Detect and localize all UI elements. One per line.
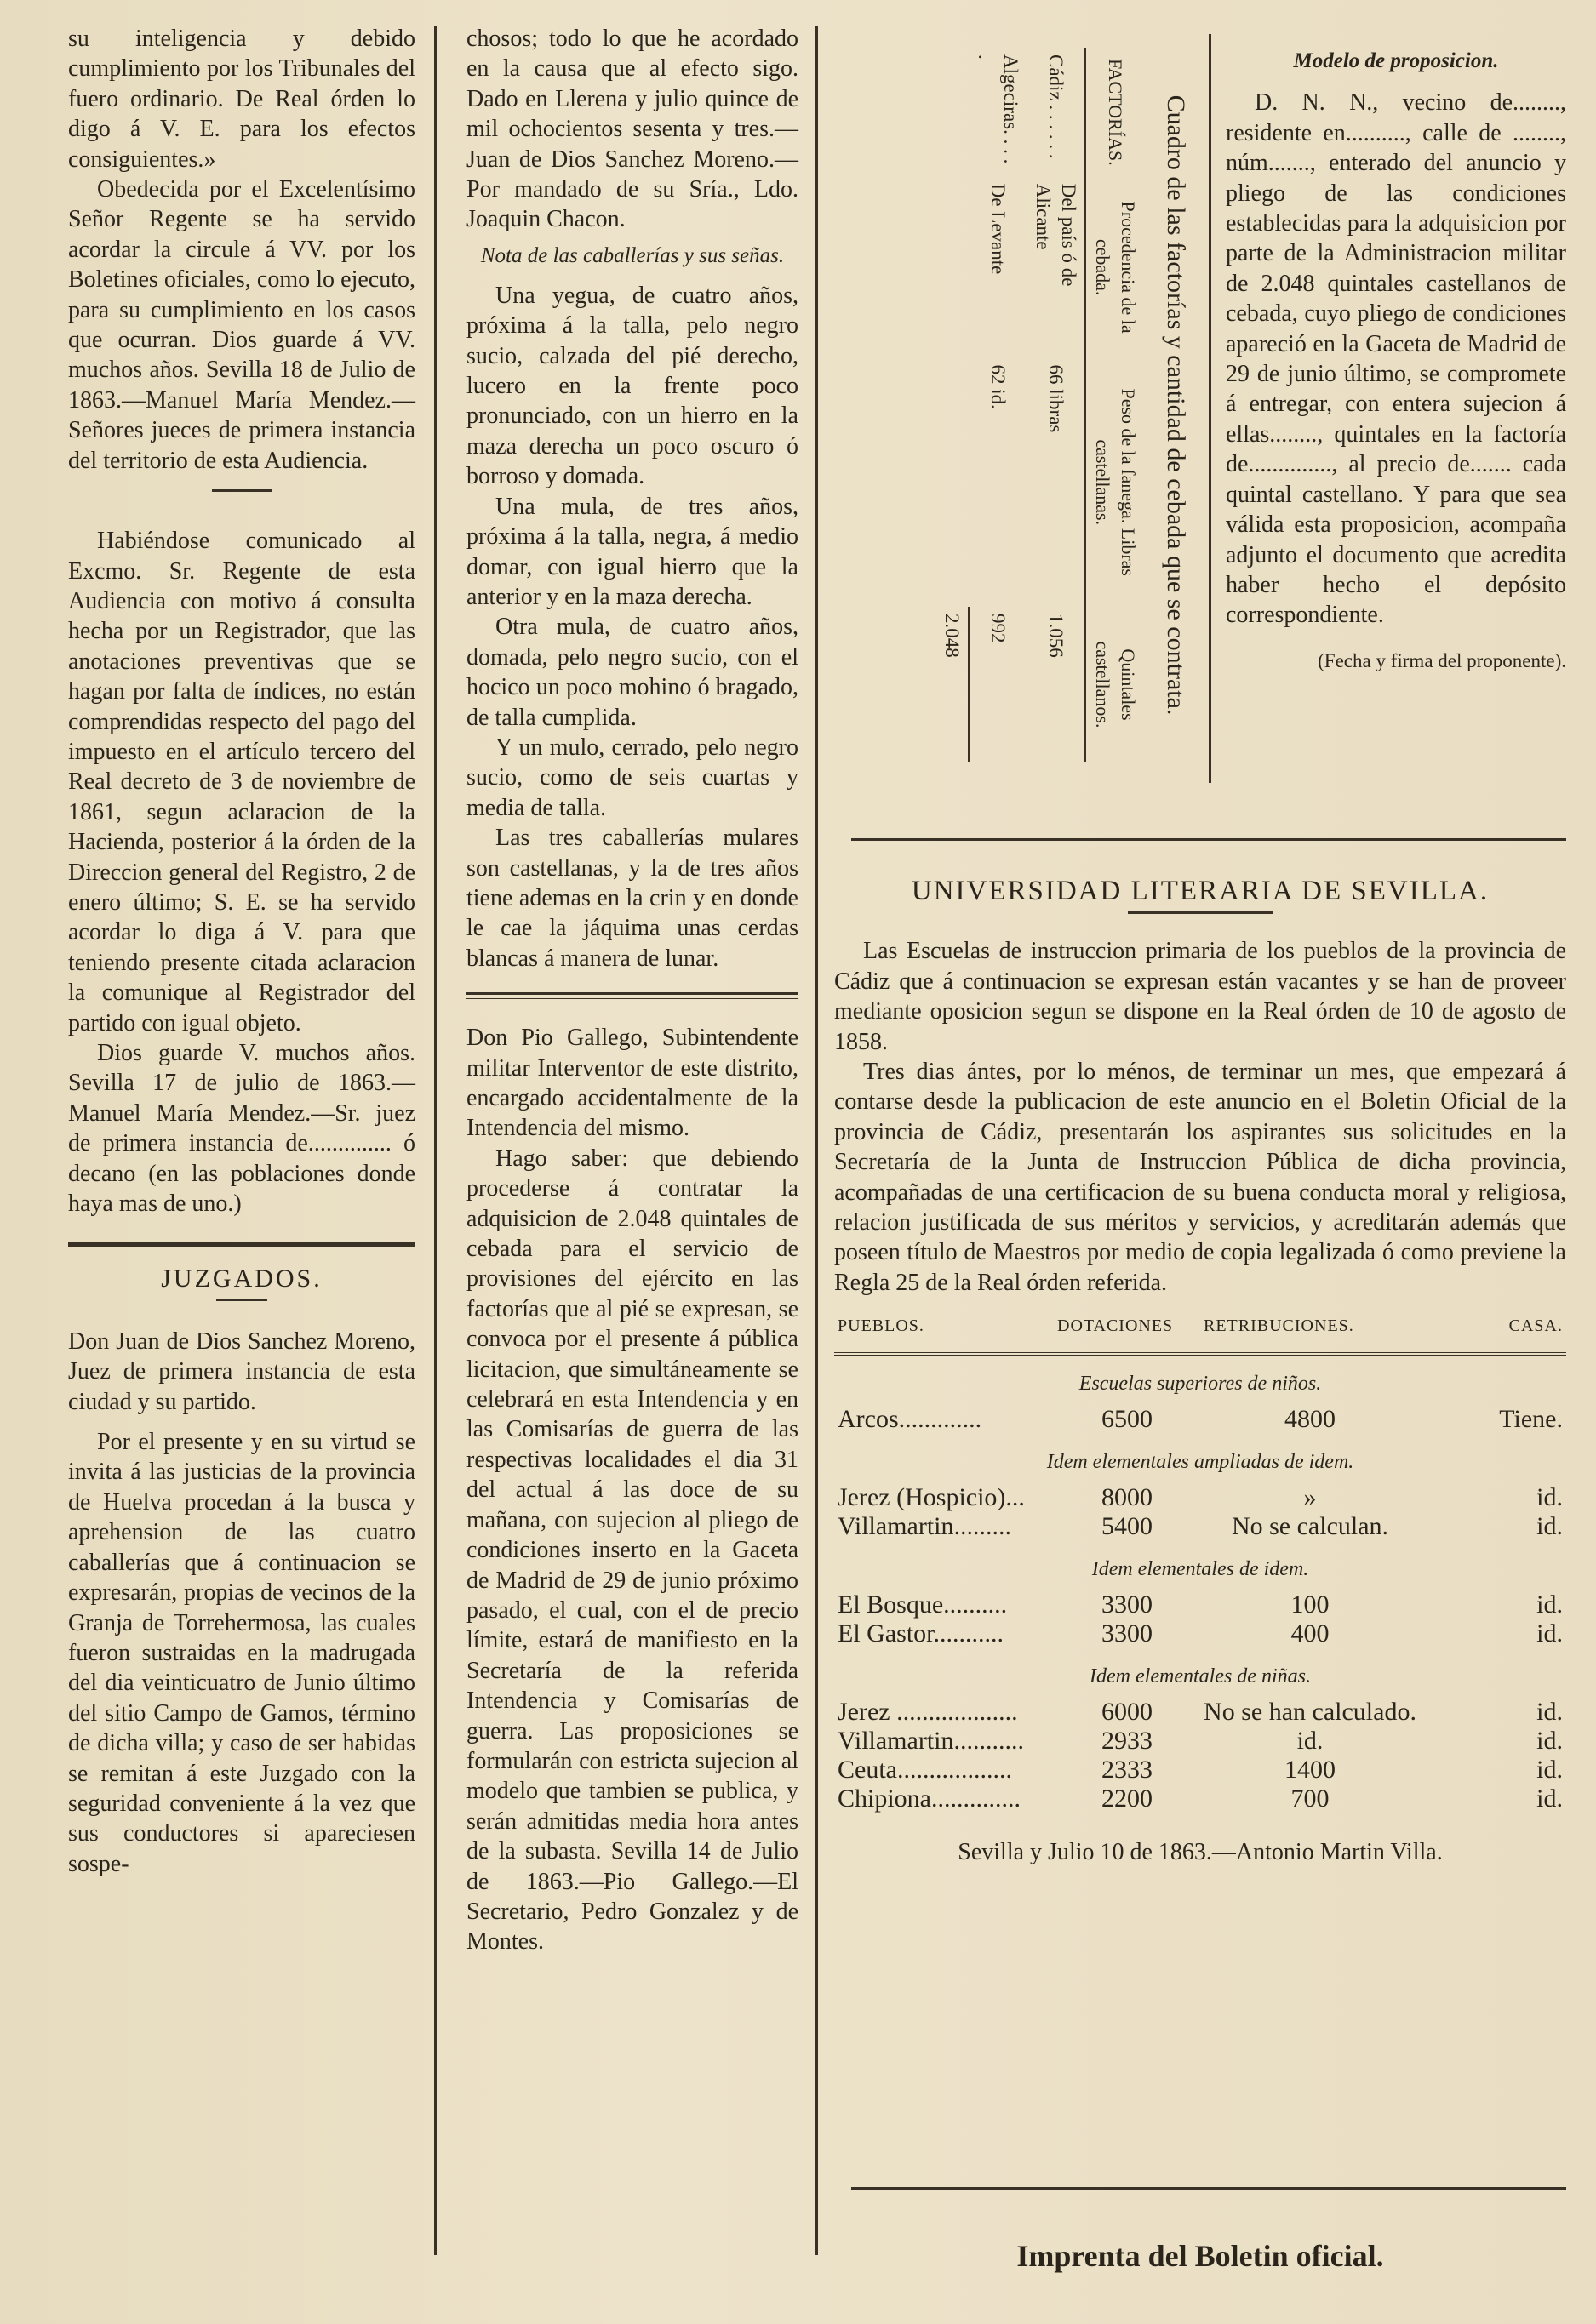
signature-note: (Fecha y firma del proponente). [1318, 649, 1566, 671]
table-cell: id. [1536, 1726, 1563, 1755]
table-cell: 3300 [1101, 1590, 1153, 1619]
table-cell: Cádiz . . . . . . [1045, 54, 1067, 159]
table-cell: Villamartin......... [838, 1511, 1011, 1540]
table-header: PUEBLOS. [834, 1306, 1054, 1353]
table-cell: id. [1536, 1784, 1563, 1813]
proposal-model [1226, 46, 1566, 676]
factorias-table-area [836, 31, 1195, 779]
table-cell: id. [1536, 1619, 1563, 1647]
table-cell: 2333 [1101, 1755, 1153, 1784]
table-row [834, 1619, 1566, 1648]
table-header: Quintales castellanos. [1085, 607, 1144, 762]
separator [216, 1299, 267, 1301]
table-cell: 3300 [1101, 1619, 1153, 1647]
table-cell: Ceuta.................. [838, 1755, 1012, 1784]
table-cell: 700 [1290, 1784, 1330, 1813]
separator [212, 489, 272, 492]
table-cell: 6500 [1101, 1404, 1153, 1433]
paragraph: D. N. N., vecino de........, residente en.........., calle de ........, núm......., enterado del anuncio y pliego de las condiciones establecidas para la adquisicion por parte de la Administracion militar de 2.048 quintales castellanos de cebada, cuyo pliego de condiciones apareció en la Gaceta de Madrid de 29 de junio último, se compromete á entregar, con entera sujecion á ellas........, quintales en la factoría de.............., al precio de....... cada quintal castellano. Y para que sea válida esta proposicion, acompaña adjunto el documento que acredita haber hecho el depósito correspondiente. [1226, 89, 1566, 629]
column-rule [815, 26, 818, 2255]
paragraph: Dios guarde V. muchos años. Sevilla 17 de julio de 1863.—Manuel María Mendez.—Sr. juez de primera instancia de.............. ó decano (en las poblaciones donde haya mas de uno.) [68, 1040, 415, 1218]
section-heading: Nota de las caballerías y sus señas. [480, 243, 785, 267]
table-header: DOTACIONES [1054, 1306, 1200, 1353]
separator [1128, 911, 1273, 914]
table-total: 2.048 [935, 607, 969, 762]
closing-signature: Sevilla y Julio 10 de 1863.—Antonio Martin Villa. [958, 1838, 1443, 1865]
schools-table [834, 1306, 1566, 1813]
table-row [834, 1405, 1566, 1434]
table-row [834, 1483, 1566, 1512]
paragraph: su inteligencia y debido cumplimiento por los Tribunales del fuero ordinario. De Real órden lo digo á V. E. para los efectos consiguientes.» [68, 26, 415, 173]
table-header: FACTORÍAS. [1085, 48, 1144, 177]
factorias-title: Cuadro de las factorías y cantidad de cebada que se contrata. [1162, 94, 1190, 716]
table-cell: Del país ó de Alicante [1033, 183, 1079, 287]
separator [851, 2187, 1566, 2190]
paragraph: Don Juan de Dios Sanchez Moreno, Juez de primera instancia de esta ciudad y su partido. [68, 1328, 415, 1415]
table-cell: id. [1536, 1511, 1563, 1540]
table-cell: Arcos............. [838, 1404, 982, 1433]
table-cell: 1.056 [1045, 613, 1067, 658]
table-cell: 100 [1290, 1590, 1330, 1619]
column-2 [466, 24, 798, 1957]
table-row [834, 1698, 1566, 1727]
paragraph: Las tres caballerías mulares son castellanas, y la de tres años tiene ademas en la crin y en donde le cae la jáquima unas cerdas blancas á manera de lunar. [466, 825, 798, 972]
table-cell: 2200 [1101, 1784, 1153, 1813]
table-cell: 5400 [1101, 1511, 1153, 1540]
paragraph: Por el presente y en su virtud se invita á las justicias de la provincia de Huelva procedan á la busca y aprehension de las cuatro caballerías que á continuacion se expresarán, propias de vecinos de la Granja de Torrehermosa, las cuales fueron sustraidas en la madrugada del dia veinticuatro de Junio último del sitio Campo de Gamos, término de dicha villa; y caso de ser habidas se remitan á este Juzgado con la seguridad conveniente á la vez que sus conductores si apareciesen sospe- [68, 1429, 415, 1877]
table-cell: id. [1536, 1697, 1563, 1726]
column-rule [434, 26, 437, 2255]
paragraph: Y un mulo, cerrado, pelo negro sucio, como de seis cuartas y media de talla. [466, 734, 798, 821]
paragraph: Tres dias ántes, por lo ménos, de terminar un mes, que empezará á contarse desde la publicacion de este anuncio en el Boletin Oficial de la provincia de Cádiz, presentarán los aspirantes sus solicitudes en la Secretaría de la Junta de Instruccion Pública de dicha provincia, acompañadas de una certificacion de su buena conducta moral y religiosa, relacion justificada de sus méritos y servicios, y acreditarán además que poseen título de Maestros por medio de copia legalizada ó como previene la Regla 25 de la Real órden referida. [834, 1059, 1566, 1296]
table-cell: 62 id. [987, 364, 1009, 409]
section-title: JUZGADOS. [161, 1265, 323, 1293]
factorias-table [935, 48, 1144, 762]
table-row [834, 1784, 1566, 1813]
table-cell: Algeciras. . . . . [975, 54, 1021, 164]
notice-title: UNIVERSIDAD LITERARIA DE SEVILLA. [911, 876, 1490, 906]
model-title: Modelo de proposicion. [1293, 49, 1499, 72]
table-row [935, 48, 969, 762]
table-row [834, 1727, 1566, 1756]
table-cell: 1400 [1284, 1755, 1336, 1784]
table-group-label: Idem elementales de niñas. [1090, 1664, 1311, 1687]
printer-footer: Imprenta del Boletin oficial. [1016, 2239, 1384, 2273]
paragraph: Una mula, de tres años, próxima á la talla, negra, á medio domar, con igual hierro que la anterior y en la maza derecha. [466, 493, 798, 610]
table-cell: No se han calculado. [1204, 1697, 1416, 1726]
table-group-label: Idem elementales de idem. [1091, 1557, 1309, 1580]
paragraph: Don Pio Gallego, Subintendente militar Interventor de este distrito, encargado accidentalmente de la Intendencia del mismo. [466, 1025, 798, 1142]
table-cell: Jerez ................... [838, 1697, 1018, 1726]
table-header: Peso de la fanega. Libras castellanas. [1085, 358, 1144, 607]
table-cell: 400 [1290, 1619, 1330, 1647]
table-header: CASA. [1420, 1306, 1566, 1353]
table-row [834, 1512, 1566, 1541]
table-cell: 992 [987, 613, 1010, 643]
paragraph: Una yegua, de cuatro años, próxima á la talla, pelo negro sucio, calzada del pié derecho, lucero en la frente poco pronunciado, con un hierro en la maza derecha un poco oscuro ó borroso y domada. [466, 282, 798, 490]
table-cell: 8000 [1101, 1482, 1153, 1511]
table-group-label: Escuelas superiores de niños. [1078, 1372, 1322, 1395]
paragraph: Habiéndose comunicado al Excmo. Sr. Regente de esta Audiencia con motivo á consulta hecha por un Registrador, que las anotaciones preventivas que se hagan por falta de índices, no están comprendidas respecto del pago del impuesto en el artículo tercero del Real decreto de 3 de noviembre de 1861, segun aclaracion de la Hacienda, posterior á la órden de la Direccion general del Registro, 2 de enero último; S. E. se ha servido acordar lo diga á V. para que teniendo presente citada aclaracion la comunique al Registrador del partido con igual objeto. [68, 528, 415, 1036]
column-1 [68, 24, 415, 1879]
table-cell: id. [1536, 1755, 1563, 1784]
table-cell: El Bosque.......... [838, 1590, 1008, 1619]
table-header: Procedencia de la cebada. [1085, 177, 1144, 358]
factorias-table-rotated [836, 31, 1195, 779]
table-cell: 6000 [1101, 1697, 1153, 1726]
table-cell: Jerez (Hospicio)... [838, 1482, 1025, 1511]
table-cell: 66 libras [1045, 364, 1067, 433]
paragraph: Hago saber: que debiendo procederse á contratar la adquisicion de 2.048 quintales de cebada para el servicio de provisiones del ejército en las factorías que al pié se expresan, se convoca por el presente á pública licitacion, que simultáneamente se celebrará en esta Intendencia y en las Comisarías de guerra de las respectivas localidades el dia 31 del actual á las doce de su mañana, con sujecion al pliego de condiciones inserto en la Gaceta de Madrid de 29 de junio próximo pasado, el cual, con el de precio límite, estará de manifiesto en la Secretaría de la referida Intendencia y Comisarías de guerra. Las proposiciones se formularán con estricta sujecion al modelo que tambien se publica, y serán admitidas media hora antes de la subasta. Sevilla 14 de Julio de 1863.—Pio Gallego.—El Secretario, Pedro Gonzalez y de Montes. [466, 1145, 798, 1956]
table-cell: id. [1536, 1590, 1563, 1619]
table-group-label: Idem elementales ampliadas de idem. [1046, 1450, 1354, 1473]
separator [466, 992, 798, 999]
table-row [1027, 48, 1085, 762]
table-cell: » [1303, 1482, 1317, 1511]
table-cell: Tiene. [1499, 1404, 1563, 1433]
table-row [834, 1590, 1566, 1619]
paragraph: Las Escuelas de instruccion primaria de los pueblos de la provincia de Cádiz que á continuacion se expresan están vacantes y se han de proveer mediante oposicion segun se dispone en la Real órden de 10 de agosto de 1858. [834, 938, 1566, 1055]
table-cell: No se calculan. [1231, 1511, 1389, 1540]
paragraph: chosos; todo lo que he acordado en la causa que al efecto sigo. Dado en Llerena y julio quince de mil ochocientos sesenta y tres.—Juan de Dios Sanchez Moreno.—Por mandado de su Sría., Ldo. Joaquin Chacon. [466, 26, 798, 233]
column-rule [1209, 34, 1211, 783]
table-row [969, 48, 1027, 762]
university-notice [834, 876, 1566, 1867]
table-header: RETRIBUCIONES. [1200, 1306, 1420, 1353]
table-cell: Villamartin........... [838, 1726, 1024, 1755]
table-cell: id. [1296, 1726, 1324, 1755]
table-cell: id. [1536, 1482, 1563, 1511]
table-cell: De Levante [987, 183, 1009, 275]
table-cell: 2933 [1101, 1726, 1153, 1755]
table-row [834, 1756, 1566, 1784]
table-cell: El Gastor........... [838, 1619, 1004, 1647]
separator [68, 1242, 415, 1247]
table-cell: 4800 [1284, 1404, 1336, 1433]
table-cell: Chipiona.............. [838, 1784, 1021, 1813]
paragraph: Obedecida por el Excelentísimo Señor Regente se ha servido acordar la circule á VV. por los Boletines oficiales, como lo ejecuto, para su cumplimiento en los casos que ocurran. Dios guarde á VV. muchos años. Sevilla 18 de Julio de 1863.—Manuel María Mendez.—Señores jueces de primera instancia del territorio de esta Audiencia. [68, 176, 415, 474]
paragraph: Otra mula, de cuatro años, domada, pelo negro sucio, con el hocico un poco mohino ó bragado, de talla cumplida. [466, 614, 798, 731]
separator [851, 838, 1566, 841]
